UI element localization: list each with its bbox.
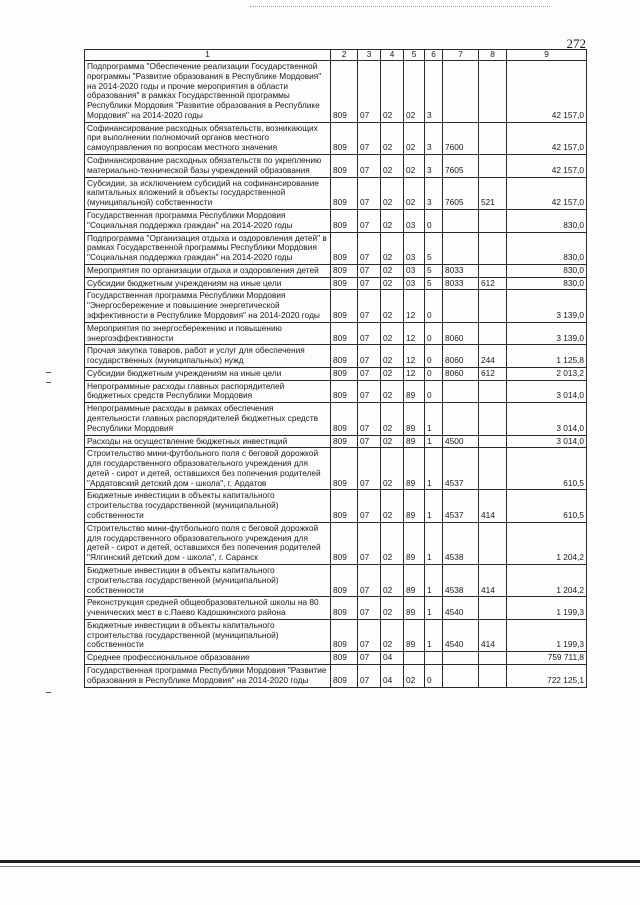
code-cell (479, 380, 507, 403)
code-cell: 1 (425, 403, 443, 435)
row-name-cell: Субсидии бюджетным учреждениям на иные цели (85, 367, 331, 380)
column-header: 1 (85, 50, 331, 61)
row-name-cell: Бюджетные инвестиции в объекты капитального строительства государственной (муниципальной) собственности (85, 619, 331, 651)
code-cell: 02 (381, 345, 404, 368)
code-cell: 07 (358, 367, 381, 380)
code-cell: 809 (331, 122, 358, 154)
code-cell (479, 61, 507, 123)
code-cell: 02 (381, 322, 404, 345)
code-cell: 12 (404, 290, 425, 322)
column-header: 6 (425, 50, 443, 61)
row-name-cell: Государственная программа Республики Мордовия "Энергосбережение и повышение энергетической эффективности в Республике Мордовия" на 2014-2020 годы (85, 290, 331, 322)
code-cell: 1 (425, 435, 443, 448)
table-row (85, 61, 587, 123)
code-cell: 02 (381, 264, 404, 277)
code-cell: 12 (404, 322, 425, 345)
code-cell: 809 (331, 564, 358, 596)
column-header: 2 (331, 50, 358, 61)
amount-cell: 830,0 (507, 232, 587, 264)
code-cell: 809 (331, 61, 358, 123)
code-cell: 809 (331, 290, 358, 322)
row-name-cell: Реконструкция средней общеобразовательной школы на 80 ученических мест в с.Паево Кадошкинского района (85, 597, 331, 620)
code-cell: 809 (331, 652, 358, 665)
code-cell: 4500 (443, 435, 479, 448)
amount-cell: 42 157,0 (507, 122, 587, 154)
table-row (85, 232, 587, 264)
code-cell: 07 (358, 597, 381, 620)
code-cell: 809 (331, 403, 358, 435)
code-cell: 4540 (443, 597, 479, 620)
amount-cell: 830,0 (507, 209, 587, 232)
amount-cell: 759 711,8 (507, 652, 587, 665)
column-header: 8 (479, 50, 507, 61)
code-cell: 02 (381, 177, 404, 209)
code-cell: 0 (425, 380, 443, 403)
code-cell (479, 322, 507, 345)
row-name-cell: Непрограммные расходы главных распорядителей бюджетных средств Республики Мордовия (85, 380, 331, 403)
row-name-cell: Среднее профессиональное образование (85, 652, 331, 665)
code-cell (443, 290, 479, 322)
amount-cell: 3 139,0 (507, 322, 587, 345)
code-cell: 03 (404, 209, 425, 232)
row-name-cell: Подпрограмма "Обеспечение реализации Государственной программы "Развитие образования в Республике Мордовия" на 2014-2020 годы и прочие мероприятия в области образования" в рамках Государственной программы Республики Мордовия "Развитие образования в Республике Мордовия" на 2014-2020 годы (85, 61, 331, 123)
code-cell: 89 (404, 490, 425, 522)
row-name-cell: Мероприятия по организации отдыха и оздоровления детей (85, 264, 331, 277)
code-cell: 89 (404, 403, 425, 435)
code-cell: 809 (331, 155, 358, 178)
code-cell: 12 (404, 345, 425, 368)
amount-cell: 2 013,2 (507, 367, 587, 380)
code-cell: 07 (358, 403, 381, 435)
code-cell: 8060 (443, 322, 479, 345)
amount-cell: 3 014,0 (507, 435, 587, 448)
table-row (85, 155, 587, 178)
code-cell: 5 (425, 264, 443, 277)
row-name-cell: Софинансирование расходных обязательств по укреплению материально-технической базы учреждений образования (85, 155, 331, 178)
code-cell: 07 (358, 564, 381, 596)
code-cell: 0 (425, 290, 443, 322)
amount-cell: 1 199,3 (507, 619, 587, 651)
code-cell: 07 (358, 177, 381, 209)
code-cell: 03 (404, 277, 425, 290)
code-cell (479, 155, 507, 178)
row-name-cell: Расходы на осуществление бюджетных инвестиций (85, 435, 331, 448)
code-cell (479, 597, 507, 620)
code-cell: 8033 (443, 264, 479, 277)
code-cell: 4538 (443, 564, 479, 596)
code-cell (443, 209, 479, 232)
code-cell: 02 (381, 403, 404, 435)
code-cell: 07 (358, 322, 381, 345)
row-name-cell: Прочая закупка товаров, работ и услуг для обеспечения государственных (муниципальных) нужд (85, 345, 331, 368)
code-cell (443, 380, 479, 403)
code-cell (479, 122, 507, 154)
code-cell: 02 (381, 564, 404, 596)
code-cell: 7605 (443, 155, 479, 178)
code-cell: 07 (358, 448, 381, 490)
margin-mark (46, 382, 51, 383)
column-header: 4 (381, 50, 404, 61)
code-cell (443, 61, 479, 123)
code-cell: 809 (331, 490, 358, 522)
code-cell: 02 (381, 277, 404, 290)
code-cell (443, 652, 479, 665)
code-cell: 07 (358, 652, 381, 665)
code-cell (479, 664, 507, 687)
amount-cell: 610,5 (507, 490, 587, 522)
code-cell: 5 (425, 232, 443, 264)
code-cell: 809 (331, 522, 358, 564)
code-cell: 809 (331, 664, 358, 687)
code-cell (479, 232, 507, 264)
code-cell: 414 (479, 619, 507, 651)
code-cell (479, 448, 507, 490)
code-cell: 3 (425, 122, 443, 154)
code-cell: 7600 (443, 122, 479, 154)
table-row (85, 403, 587, 435)
code-cell: 809 (331, 380, 358, 403)
code-cell: 0 (425, 664, 443, 687)
table-row (85, 652, 587, 665)
code-cell (443, 664, 479, 687)
code-cell (443, 403, 479, 435)
code-cell (479, 264, 507, 277)
budget-table (84, 49, 587, 688)
code-cell: 02 (404, 61, 425, 123)
table-row (85, 664, 587, 687)
code-cell: 1 (425, 522, 443, 564)
code-cell: 1 (425, 564, 443, 596)
code-cell: 8033 (443, 277, 479, 290)
code-cell: 1 (425, 448, 443, 490)
table-row (85, 380, 587, 403)
code-cell: 1 (425, 597, 443, 620)
code-cell: 7605 (443, 177, 479, 209)
code-cell: 244 (479, 345, 507, 368)
code-cell: 07 (358, 435, 381, 448)
page-number: 272 (566, 36, 586, 51)
amount-cell: 722 125,1 (507, 664, 587, 687)
code-cell: 809 (331, 597, 358, 620)
code-cell: 07 (358, 345, 381, 368)
code-cell: 89 (404, 619, 425, 651)
code-cell: 3 (425, 61, 443, 123)
code-cell: 1 (425, 619, 443, 651)
code-cell (479, 435, 507, 448)
column-header: 5 (404, 50, 425, 61)
code-cell: 07 (358, 61, 381, 123)
amount-cell: 42 157,0 (507, 155, 587, 178)
code-cell: 3 (425, 177, 443, 209)
code-cell: 809 (331, 232, 358, 264)
code-cell: 809 (331, 367, 358, 380)
margin-mark (46, 692, 51, 693)
code-cell: 02 (381, 290, 404, 322)
amount-cell: 1 204,2 (507, 564, 587, 596)
code-cell: 02 (381, 61, 404, 123)
amount-cell: 42 157,0 (507, 61, 587, 123)
amount-cell: 830,0 (507, 264, 587, 277)
code-cell: 12 (404, 367, 425, 380)
code-cell: 809 (331, 264, 358, 277)
code-cell: 02 (381, 380, 404, 403)
code-cell: 89 (404, 522, 425, 564)
code-cell: 89 (404, 564, 425, 596)
code-cell: 809 (331, 448, 358, 490)
code-cell: 02 (404, 664, 425, 687)
amount-cell: 1 199,3 (507, 597, 587, 620)
code-cell: 02 (381, 619, 404, 651)
code-cell: 4537 (443, 448, 479, 490)
code-cell: 07 (358, 380, 381, 403)
code-cell: 0 (425, 322, 443, 345)
code-cell: 0 (425, 367, 443, 380)
column-header-row (85, 50, 587, 61)
code-cell: 02 (381, 435, 404, 448)
amount-cell: 1 125,8 (507, 345, 587, 368)
row-name-cell: Бюджетные инвестиции в объекты капитального строительства государственной (муниципальной) собственности (85, 564, 331, 596)
table-row (85, 345, 587, 368)
amount-cell: 42 157,0 (507, 177, 587, 209)
code-cell: 02 (381, 597, 404, 620)
table-row (85, 448, 587, 490)
code-cell: 07 (358, 209, 381, 232)
table-row (85, 597, 587, 620)
code-cell: 07 (358, 232, 381, 264)
amount-cell: 3 139,0 (507, 290, 587, 322)
code-cell: 04 (381, 652, 404, 665)
table-row (85, 277, 587, 290)
code-cell: 1 (425, 490, 443, 522)
code-cell: 03 (404, 264, 425, 277)
code-cell (443, 232, 479, 264)
code-cell: 02 (404, 177, 425, 209)
code-cell: 89 (404, 597, 425, 620)
code-cell: 02 (381, 122, 404, 154)
table-row (85, 322, 587, 345)
row-name-cell: Строительство мини-футбольного поля с беговой дорожкой для государственного образовательного учреждения для детей - сирот и детей, оставшихся без попечения родителей "Ардатовский детский дом - школа", г. Ардатов (85, 448, 331, 490)
table-row (85, 435, 587, 448)
code-cell: 07 (358, 122, 381, 154)
column-header: 9 (507, 50, 587, 61)
code-cell: 07 (358, 522, 381, 564)
code-cell: 03 (404, 232, 425, 264)
code-cell: 02 (381, 155, 404, 178)
bottom-rule-thin (0, 866, 640, 867)
code-cell: 07 (358, 664, 381, 687)
table-row (85, 522, 587, 564)
column-header: 7 (443, 50, 479, 61)
code-cell: 8060 (443, 367, 479, 380)
code-cell (404, 652, 425, 665)
code-cell: 809 (331, 345, 358, 368)
table-row (85, 177, 587, 209)
code-cell: 07 (358, 277, 381, 290)
code-cell (479, 522, 507, 564)
code-cell: 612 (479, 277, 507, 290)
code-cell: 0 (425, 209, 443, 232)
code-cell: 4538 (443, 522, 479, 564)
code-cell: 89 (404, 448, 425, 490)
code-cell: 809 (331, 209, 358, 232)
code-cell: 8060 (443, 345, 479, 368)
amount-cell: 3 014,0 (507, 403, 587, 435)
code-cell (479, 652, 507, 665)
row-name-cell: Субсидии бюджетным учреждениям на иные цели (85, 277, 331, 290)
code-cell: 07 (358, 264, 381, 277)
table-row (85, 564, 587, 596)
row-name-cell: Государственная программа Республики Мордовия "Социальная поддержка граждан" на 2014-2020 годы (85, 209, 331, 232)
code-cell: 414 (479, 490, 507, 522)
row-name-cell: Подпрограмма "Организация отдыха и оздоровления детей" в рамках Государственной программы Республики Мордовия "Социальная поддержка граждан" на 2014-2020 годы (85, 232, 331, 264)
code-cell: 3 (425, 155, 443, 178)
bottom-rule (0, 860, 640, 863)
code-cell: 521 (479, 177, 507, 209)
row-name-cell: Строительство мини-футбольного поля с беговой дорожкой для государственного образовательного учреждения для детей - сирот и детей, оставшихся без попечения родителей "Ялгинский детский дом - школа", г. Саранск (85, 522, 331, 564)
amount-cell: 3 014,0 (507, 380, 587, 403)
code-cell: 02 (381, 232, 404, 264)
top-scan-rule (250, 6, 550, 7)
row-name-cell: Мероприятия по энергосбережению и повышению энергоэффективности (85, 322, 331, 345)
table-row (85, 367, 587, 380)
code-cell: 07 (358, 619, 381, 651)
table-row (85, 490, 587, 522)
code-cell: 4537 (443, 490, 479, 522)
code-cell: 809 (331, 435, 358, 448)
code-cell: 4540 (443, 619, 479, 651)
amount-cell: 1 204,2 (507, 522, 587, 564)
code-cell (479, 209, 507, 232)
code-cell: 5 (425, 277, 443, 290)
code-cell: 809 (331, 277, 358, 290)
table-row (85, 122, 587, 154)
amount-cell: 610,5 (507, 448, 587, 490)
code-cell: 809 (331, 177, 358, 209)
code-cell: 04 (381, 664, 404, 687)
table-row (85, 264, 587, 277)
row-name-cell: Государственная программа Республики Мордовия "Развитие образования в Республике Мордовия" на 2014-2020 годы (85, 664, 331, 687)
amount-cell: 830,0 (507, 277, 587, 290)
code-cell (479, 290, 507, 322)
code-cell: 89 (404, 380, 425, 403)
code-cell: 809 (331, 322, 358, 345)
code-cell: 89 (404, 435, 425, 448)
code-cell: 02 (381, 448, 404, 490)
code-cell (425, 652, 443, 665)
code-cell: 02 (381, 522, 404, 564)
row-name-cell: Бюджетные инвестиции в объекты капитального строительства государственной (муниципальной) собственности (85, 490, 331, 522)
code-cell: 07 (358, 290, 381, 322)
table-row (85, 209, 587, 232)
code-cell: 809 (331, 619, 358, 651)
code-cell: 02 (381, 490, 404, 522)
row-name-cell: Непрограммные расходы в рамках обеспечения деятельности главных распорядителей бюджетных средств Республики Мордовия (85, 403, 331, 435)
table-row (85, 290, 587, 322)
code-cell: 02 (381, 367, 404, 380)
margin-mark (46, 372, 51, 373)
code-cell: 414 (479, 564, 507, 596)
column-header: 3 (358, 50, 381, 61)
code-cell: 02 (404, 122, 425, 154)
code-cell: 0 (425, 345, 443, 368)
code-cell: 02 (404, 155, 425, 178)
code-cell: 612 (479, 367, 507, 380)
table-row (85, 619, 587, 651)
row-name-cell: Субсидии, за исключением субсидий на софинансирование капитальных вложений в объекты государственной (муниципальной) собственности (85, 177, 331, 209)
code-cell: 02 (381, 209, 404, 232)
row-name-cell: Софинансирование расходных обязательств, возникающих при выполнении полномочий органов местного самоуправления по вопросам местного значения (85, 122, 331, 154)
code-cell (479, 403, 507, 435)
code-cell: 07 (358, 490, 381, 522)
code-cell: 07 (358, 155, 381, 178)
